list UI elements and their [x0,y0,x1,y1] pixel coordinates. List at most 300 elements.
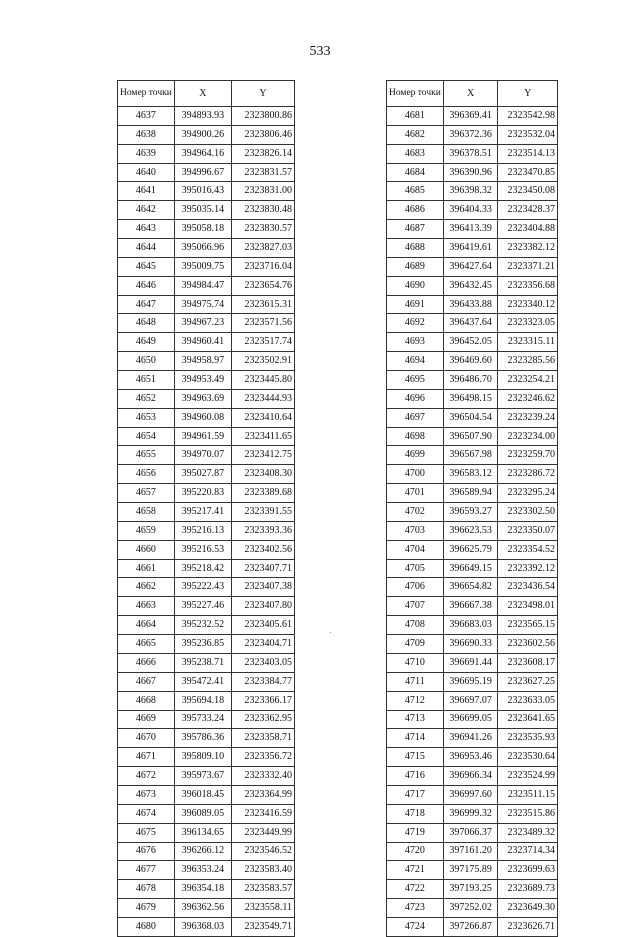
point-number-cell: 4675 [118,823,175,842]
table-row [118,540,295,559]
table-row [387,371,558,390]
x-header: X [443,81,498,107]
x-coordinate-cell: 394964.16 [174,144,231,163]
y-coordinate-cell: 2323407.71 [231,559,294,578]
x-coordinate-cell: 396697.07 [443,691,498,710]
x-coordinate-cell: 396018.45 [174,785,231,804]
x-coordinate-cell: 395220.83 [174,484,231,503]
table-row [118,880,295,899]
y-coordinate-cell: 2323404.88 [498,220,558,239]
table-row [387,125,558,144]
point-number-cell: 4701 [387,484,444,503]
table-row [387,578,558,597]
table-row [118,163,295,182]
y-coordinate-cell: 2323445.80 [231,371,294,390]
point-number-cell: 4706 [387,578,444,597]
y-coordinate-cell: 2323323.05 [498,314,558,333]
table-body-right [387,107,558,937]
x-coordinate-cell: 396353.24 [174,861,231,880]
x-coordinate-cell: 397193.25 [443,880,498,899]
y-coordinate-cell: 2323583.40 [231,861,294,880]
point-number-cell: 4670 [118,729,175,748]
x-coordinate-cell: 396398.32 [443,182,498,201]
x-coordinate-cell: 396369.41 [443,107,498,126]
y-coordinate-cell: 2323502.91 [231,352,294,371]
y-coordinate-cell: 2323382.12 [498,239,558,258]
x-coordinate-cell: 396623.53 [443,521,498,540]
point-number-cell: 4649 [118,333,175,352]
point-number-cell: 4665 [118,635,175,654]
table-row [118,729,295,748]
y-coordinate-cell: 2323436.54 [498,578,558,597]
x-coordinate-cell: 394960.08 [174,408,231,427]
y-coordinate-cell: 2323558.11 [231,899,294,918]
y-coordinate-cell: 2323514.13 [498,144,558,163]
y-coordinate-cell: 2323826.14 [231,144,294,163]
x-coordinate-cell: 396404.33 [443,201,498,220]
x-coordinate-cell: 396433.88 [443,295,498,314]
y-coordinate-cell: 2323716.04 [231,257,294,276]
point-number-cell: 4638 [118,125,175,144]
point-number-cell: 4708 [387,616,444,635]
table-row [387,899,558,918]
point-number-cell: 4709 [387,635,444,654]
point-number-cell: 4710 [387,653,444,672]
point-number-cell: 4699 [387,446,444,465]
table-row [118,239,295,258]
table-row [387,107,558,126]
y-coordinate-cell: 2323356.72 [231,748,294,767]
table-row [118,578,295,597]
y-coordinate-cell: 2323649.30 [498,899,558,918]
point-number-cell: 4647 [118,295,175,314]
point-number-cell: 4671 [118,748,175,767]
table-row [118,804,295,823]
point-number-cell: 4704 [387,540,444,559]
x-coordinate-cell: 396690.33 [443,635,498,654]
y-coordinate-cell: 2323470.85 [498,163,558,182]
point-number-cell: 4653 [118,408,175,427]
point-number-cell: 4669 [118,710,175,729]
x-coordinate-cell: 396667.38 [443,597,498,616]
x-coordinate-cell: 394996.67 [174,163,231,182]
table-row [387,785,558,804]
y-coordinate-cell: 2323405.61 [231,616,294,635]
y-coordinate-cell: 2323402.56 [231,540,294,559]
y-coordinate-cell: 2323830.57 [231,220,294,239]
table-row [118,276,295,295]
point-number-cell: 4698 [387,427,444,446]
point-number-cell: 4700 [387,465,444,484]
x-coordinate-cell: 397161.20 [443,842,498,861]
point-number-cell: 4721 [387,861,444,880]
y-coordinate-cell: 2323408.30 [231,465,294,484]
point-number-cell: 4672 [118,767,175,786]
y-coordinate-cell: 2323831.00 [231,182,294,201]
point-number-cell: 4654 [118,427,175,446]
table-row [118,842,295,861]
x-coordinate-cell: 396649.15 [443,559,498,578]
y-coordinate-cell: 2323246.62 [498,389,558,408]
x-coordinate-cell: 396469.60 [443,352,498,371]
point-number-cell: 4713 [387,710,444,729]
point-number-cell: 4691 [387,295,444,314]
point-number-cell: 4652 [118,389,175,408]
point-number-cell: 4683 [387,144,444,163]
y-coordinate-cell: 2323450.08 [498,182,558,201]
table-row [118,861,295,880]
point-number-cell: 4686 [387,201,444,220]
y-coordinate-cell: 2323358.71 [231,729,294,748]
point-number-cell: 4724 [387,917,444,936]
point-number-cell: 4705 [387,559,444,578]
y-coordinate-cell: 2323806.46 [231,125,294,144]
table-row [387,503,558,522]
y-coordinate-cell: 2323489.32 [498,823,558,842]
x-coordinate-cell: 395694.18 [174,691,231,710]
y-coordinate-cell: 2323428.37 [498,201,558,220]
x-coordinate-cell: 396134.65 [174,823,231,842]
y-coordinate-cell: 2323392.12 [498,559,558,578]
x-coordinate-cell: 396368.03 [174,917,231,936]
y-coordinate-cell: 2323831.57 [231,163,294,182]
x-coordinate-cell: 395009.75 [174,257,231,276]
table-row [118,616,295,635]
x-coordinate-cell: 395236.85 [174,635,231,654]
table-row [387,352,558,371]
x-coordinate-cell: 396266.12 [174,842,231,861]
point-number-cell: 4673 [118,785,175,804]
y-coordinate-cell: 2323449.99 [231,823,294,842]
table-row [387,389,558,408]
x-coordinate-cell: 395238.71 [174,653,231,672]
point-number-cell: 4674 [118,804,175,823]
x-coordinate-cell: 396699.05 [443,710,498,729]
point-number-cell: 4719 [387,823,444,842]
x-coordinate-cell: 395217.41 [174,503,231,522]
table-row [387,239,558,258]
table-row [387,559,558,578]
y-coordinate-cell: 2323340.12 [498,295,558,314]
point-number-cell: 4687 [387,220,444,239]
y-coordinate-cell: 2323364.99 [231,785,294,804]
y-coordinate-cell: 2323407.80 [231,597,294,616]
x-coordinate-cell: 396419.61 [443,239,498,258]
point-number-cell: 4679 [118,899,175,918]
x-coordinate-cell: 396486.70 [443,371,498,390]
coordinates-table-left [117,80,295,937]
x-coordinate-cell: 395809.10 [174,748,231,767]
x-coordinate-cell: 396654.82 [443,578,498,597]
scan-speck [330,632,331,633]
table-row [387,804,558,823]
table-row [118,710,295,729]
y-coordinate-cell: 2323583.57 [231,880,294,899]
y-coordinate-cell: 2323654.76 [231,276,294,295]
x-coordinate-cell: 396427.64 [443,257,498,276]
x-coordinate-cell: 394975.74 [174,295,231,314]
point-number-cell: 4722 [387,880,444,899]
point-number-cell: 4641 [118,182,175,201]
y-coordinate-cell: 2323393.36 [231,521,294,540]
table-row [118,503,295,522]
table-row [118,559,295,578]
table-row [387,333,558,352]
x-coordinate-cell: 396567.98 [443,446,498,465]
y-coordinate-cell: 2323407.38 [231,578,294,597]
x-coordinate-cell: 396999.32 [443,804,498,823]
y-coordinate-cell: 2323546.52 [231,842,294,861]
point-number-cell: 4658 [118,503,175,522]
table-row [118,635,295,654]
point-number-cell: 4666 [118,653,175,672]
x-coordinate-cell: 396089.05 [174,804,231,823]
x-coordinate-cell: 395218.42 [174,559,231,578]
point-number-cell: 4662 [118,578,175,597]
point-number-cell: 4642 [118,201,175,220]
table-row [387,917,558,936]
point-number-cell: 4663 [118,597,175,616]
y-coordinate-cell: 2323389.68 [231,484,294,503]
table-row [118,672,295,691]
table-row [118,446,295,465]
y-coordinate-cell: 2323535.93 [498,729,558,748]
y-header: Y [231,81,294,107]
x-coordinate-cell: 396498.15 [443,389,498,408]
y-coordinate-cell: 2323285.56 [498,352,558,371]
table-row [387,729,558,748]
point-number-cell: 4707 [387,597,444,616]
y-coordinate-cell: 2323689.73 [498,880,558,899]
table-row [387,163,558,182]
point-number-cell: 4685 [387,182,444,201]
point-number-cell: 4717 [387,785,444,804]
y-coordinate-cell: 2323362.95 [231,710,294,729]
x-coordinate-cell: 395016.43 [174,182,231,201]
x-coordinate-cell: 394961.59 [174,427,231,446]
table-row [387,182,558,201]
y-coordinate-cell: 2323332.40 [231,767,294,786]
y-coordinate-cell: 2323315.11 [498,333,558,352]
y-coordinate-cell: 2323350.07 [498,521,558,540]
y-coordinate-cell: 2323366.17 [231,691,294,710]
y-coordinate-cell: 2323517.74 [231,333,294,352]
y-coordinate-cell: 2323530.64 [498,748,558,767]
point-number-cell: 4651 [118,371,175,390]
point-number-cell: 4660 [118,540,175,559]
x-coordinate-cell: 394953.49 [174,371,231,390]
x-coordinate-cell: 395216.53 [174,540,231,559]
x-coordinate-cell: 394984.47 [174,276,231,295]
y-coordinate-cell: 2323615.31 [231,295,294,314]
y-coordinate-cell: 2323384.77 [231,672,294,691]
x-coordinate-cell: 396953.46 [443,748,498,767]
y-coordinate-cell: 2323416.59 [231,804,294,823]
y-coordinate-cell: 2323542.98 [498,107,558,126]
table-row [118,484,295,503]
point-number-cell: 4703 [387,521,444,540]
point-number-cell: 4702 [387,503,444,522]
y-coordinate-cell: 2323371.21 [498,257,558,276]
x-coordinate-cell: 397175.89 [443,861,498,880]
table-row [387,276,558,295]
table-row [118,144,295,163]
point-number-cell: 4690 [387,276,444,295]
x-coordinate-cell: 396390.96 [443,163,498,182]
table-row [387,616,558,635]
x-coordinate-cell: 394900.26 [174,125,231,144]
x-coordinate-cell: 396625.79 [443,540,498,559]
y-coordinate-cell: 2323391.55 [231,503,294,522]
table-row [118,201,295,220]
x-coordinate-cell: 396691.44 [443,653,498,672]
table-row [118,767,295,786]
table-row [118,295,295,314]
point-number-cell: 4720 [387,842,444,861]
y-coordinate-cell: 2323254.21 [498,371,558,390]
x-coordinate-cell: 395058.18 [174,220,231,239]
y-coordinate-cell: 2323633.05 [498,691,558,710]
y-coordinate-cell: 2323602.56 [498,635,558,654]
table-row [118,389,295,408]
point-number-cell: 4723 [387,899,444,918]
table-row [387,823,558,842]
y-coordinate-cell: 2323234.00 [498,427,558,446]
table-row [387,880,558,899]
table-row [387,767,558,786]
y-coordinate-cell: 2323302.50 [498,503,558,522]
x-coordinate-cell: 395027.87 [174,465,231,484]
x-coordinate-cell: 397066.37 [443,823,498,842]
table-row [387,842,558,861]
x-coordinate-cell: 394893.93 [174,107,231,126]
x-header: X [174,81,231,107]
table-row [387,295,558,314]
table-row [387,691,558,710]
table-row [118,691,295,710]
point-number-cell: 4694 [387,352,444,371]
point-number-cell: 4637 [118,107,175,126]
table-row [387,144,558,163]
table-row [387,540,558,559]
point-number-cell: 4643 [118,220,175,239]
x-coordinate-cell: 396354.18 [174,880,231,899]
table-row [118,465,295,484]
y-coordinate-cell: 2323356.68 [498,276,558,295]
table-row [387,408,558,427]
x-coordinate-cell: 394970.07 [174,446,231,465]
table-row [118,785,295,804]
x-coordinate-cell: 396452.05 [443,333,498,352]
point-number-cell: 4664 [118,616,175,635]
y-coordinate-cell: 2323565.15 [498,616,558,635]
point-number-cell: 4659 [118,521,175,540]
x-coordinate-cell: 395216.13 [174,521,231,540]
y-coordinate-cell: 2323286.72 [498,465,558,484]
point-number-cell: 4696 [387,389,444,408]
y-coordinate-cell: 2323295.24 [498,484,558,503]
x-coordinate-cell: 395066.96 [174,239,231,258]
page-number: 533 [309,44,331,59]
x-coordinate-cell: 396413.39 [443,220,498,239]
point-number-header: Номер точки [118,81,175,107]
x-coordinate-cell: 394960.41 [174,333,231,352]
y-coordinate-cell: 2323239.24 [498,408,558,427]
y-coordinate-cell: 2323608.17 [498,653,558,672]
table-header-row [118,81,295,107]
y-coordinate-cell: 2323627.25 [498,672,558,691]
y-coordinate-cell: 2323410.64 [231,408,294,427]
point-number-cell: 4655 [118,446,175,465]
point-number-cell: 4680 [118,917,175,936]
point-number-cell: 4656 [118,465,175,484]
table-row [387,484,558,503]
point-number-cell: 4718 [387,804,444,823]
y-coordinate-cell: 2323515.86 [498,804,558,823]
x-coordinate-cell: 395733.24 [174,710,231,729]
y-coordinate-cell: 2323259.70 [498,446,558,465]
x-coordinate-cell: 396437.64 [443,314,498,333]
table-row [118,257,295,276]
y-coordinate-cell: 2323511.15 [498,785,558,804]
table-row [118,352,295,371]
point-number-cell: 4681 [387,107,444,126]
y-coordinate-cell: 2323830.48 [231,201,294,220]
table-row [118,521,295,540]
x-coordinate-cell: 397252.02 [443,899,498,918]
point-number-cell: 4697 [387,408,444,427]
table-row [387,635,558,654]
point-number-cell: 4640 [118,163,175,182]
y-coordinate-cell: 2323800.86 [231,107,294,126]
table-header-row [387,81,558,107]
y-coordinate-cell: 2323626.71 [498,917,558,936]
table-row [118,899,295,918]
table-row [387,710,558,729]
table-row [118,333,295,352]
table-row [387,672,558,691]
y-coordinate-cell: 2323354.52 [498,540,558,559]
table-row [118,182,295,201]
table-row [118,917,295,936]
y-coordinate-cell: 2323641.65 [498,710,558,729]
table-row [387,446,558,465]
point-number-cell: 4667 [118,672,175,691]
y-coordinate-cell: 2323412.75 [231,446,294,465]
x-coordinate-cell: 396362.56 [174,899,231,918]
point-number-cell: 4678 [118,880,175,899]
x-coordinate-cell: 396378.51 [443,144,498,163]
table-row [387,314,558,333]
x-coordinate-cell: 396593.27 [443,503,498,522]
table-row [387,465,558,484]
y-coordinate-cell: 2323827.03 [231,239,294,258]
point-number-cell: 4644 [118,239,175,258]
y-coordinate-cell: 2323411.65 [231,427,294,446]
x-coordinate-cell: 396683.03 [443,616,498,635]
table-row [118,597,295,616]
y-coordinate-cell: 2323549.71 [231,917,294,936]
table-row [387,257,558,276]
table-row [118,371,295,390]
y-coordinate-cell: 2323404.71 [231,635,294,654]
table-body-left [118,107,295,937]
x-coordinate-cell: 395786.36 [174,729,231,748]
x-coordinate-cell: 395227.46 [174,597,231,616]
x-coordinate-cell: 395222.43 [174,578,231,597]
y-coordinate-cell: 2323714.34 [498,842,558,861]
point-number-cell: 4661 [118,559,175,578]
